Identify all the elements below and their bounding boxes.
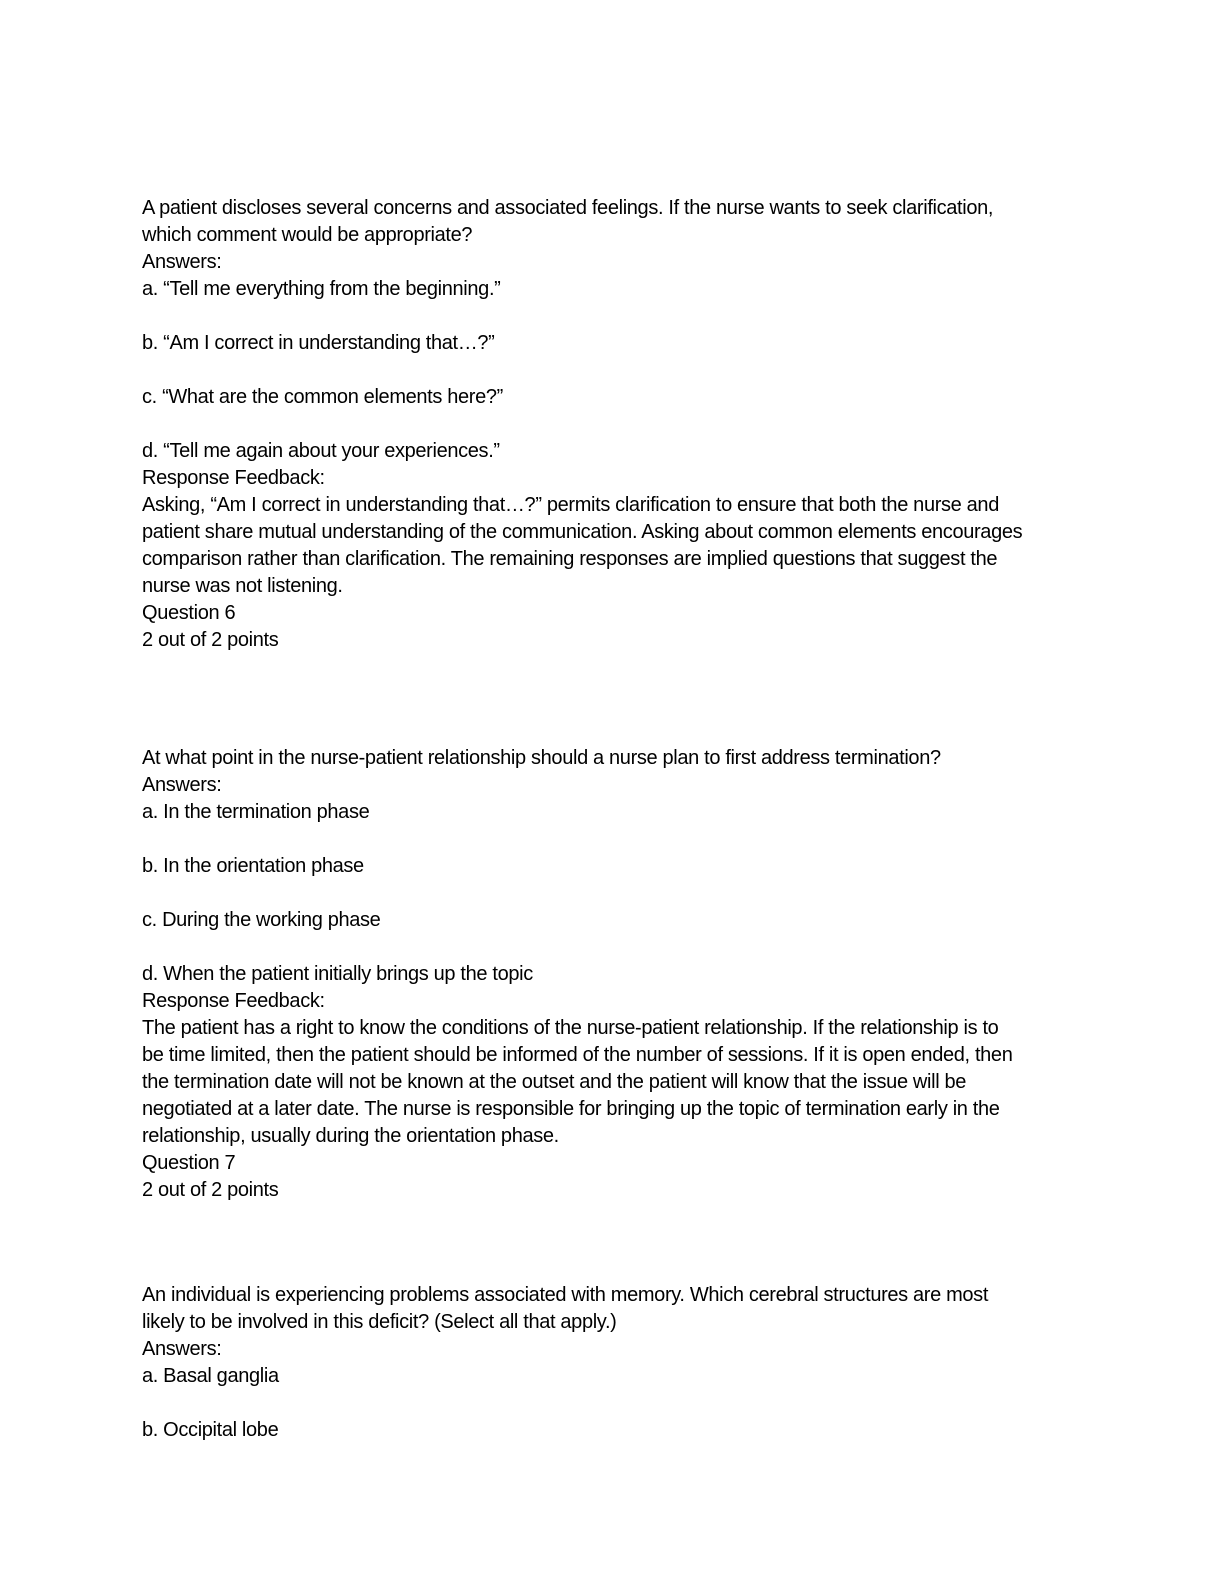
response-feedback-line: be time limited, then the patient should be informed of the number of sessions. If it is open ended, then [142,1044,1013,1066]
answers-label: Answers: [142,251,222,273]
answer-option-a: a. In the termination phase [142,801,370,823]
question-block-2 [142,745,1152,1204]
question-block-3 [142,1282,1152,1444]
response-feedback-line: Asking, “Am I correct in understanding that…?” permits clarification to ensure that both the nurse and [142,494,999,516]
answer-option-b: b. In the orientation phase [142,855,364,877]
response-feedback-line: nurse was not listening. [142,575,343,597]
answer-option-a: a. Basal ganglia [142,1365,279,1387]
question-prompt-line: likely to be involved in this deficit? (Select all that apply.) [142,1311,617,1333]
answers-label: Answers: [142,774,222,796]
question-header: Question 6 [142,602,236,624]
response-feedback-line: the termination date will not be known at the outset and the patient will know that the issue will be [142,1071,967,1093]
response-feedback-line: comparison rather than clarification. The remaining responses are implied questions that suggest the [142,548,998,570]
answer-option-d: d. “Tell me again about your experiences.” [142,440,500,462]
question-header: Question 7 [142,1152,236,1174]
answers-label: Answers: [142,1338,222,1360]
answer-option-a: a. “Tell me everything from the beginning.” [142,278,501,300]
question-prompt-line: At what point in the nurse-patient relationship should a nurse plan to first address termination? [142,747,941,769]
question-prompt-line: An individual is experiencing problems associated with memory. Which cerebral structures are most [142,1284,989,1306]
answer-option-c: c. During the working phase [142,909,381,931]
response-feedback-line: negotiated at a later date. The nurse is responsible for bringing up the topic of termination early in the [142,1098,1000,1120]
points-label: 2 out of 2 points [142,629,279,651]
answer-option-c: c. “What are the common elements here?” [142,386,503,408]
response-feedback-line: relationship, usually during the orientation phase. [142,1125,559,1147]
answer-option-b: b. “Am I correct in understanding that…?” [142,332,495,354]
question-prompt-line: which comment would be appropriate? [142,224,473,246]
response-feedback-label: Response Feedback: [142,467,325,489]
question-block-1 [142,195,1152,654]
answer-option-b: b. Occipital lobe [142,1419,279,1441]
points-label: 2 out of 2 points [142,1179,279,1201]
answer-option-d: d. When the patient initially brings up the topic [142,963,533,985]
question-prompt-line: A patient discloses several concerns and associated feelings. If the nurse wants to seek clarification, [142,197,994,219]
response-feedback-line: The patient has a right to know the conditions of the nurse-patient relationship. If the relationship is to [142,1017,999,1039]
response-feedback-line: patient share mutual understanding of the communication. Asking about common elements encourages [142,521,1023,543]
response-feedback-label: Response Feedback: [142,990,325,1012]
